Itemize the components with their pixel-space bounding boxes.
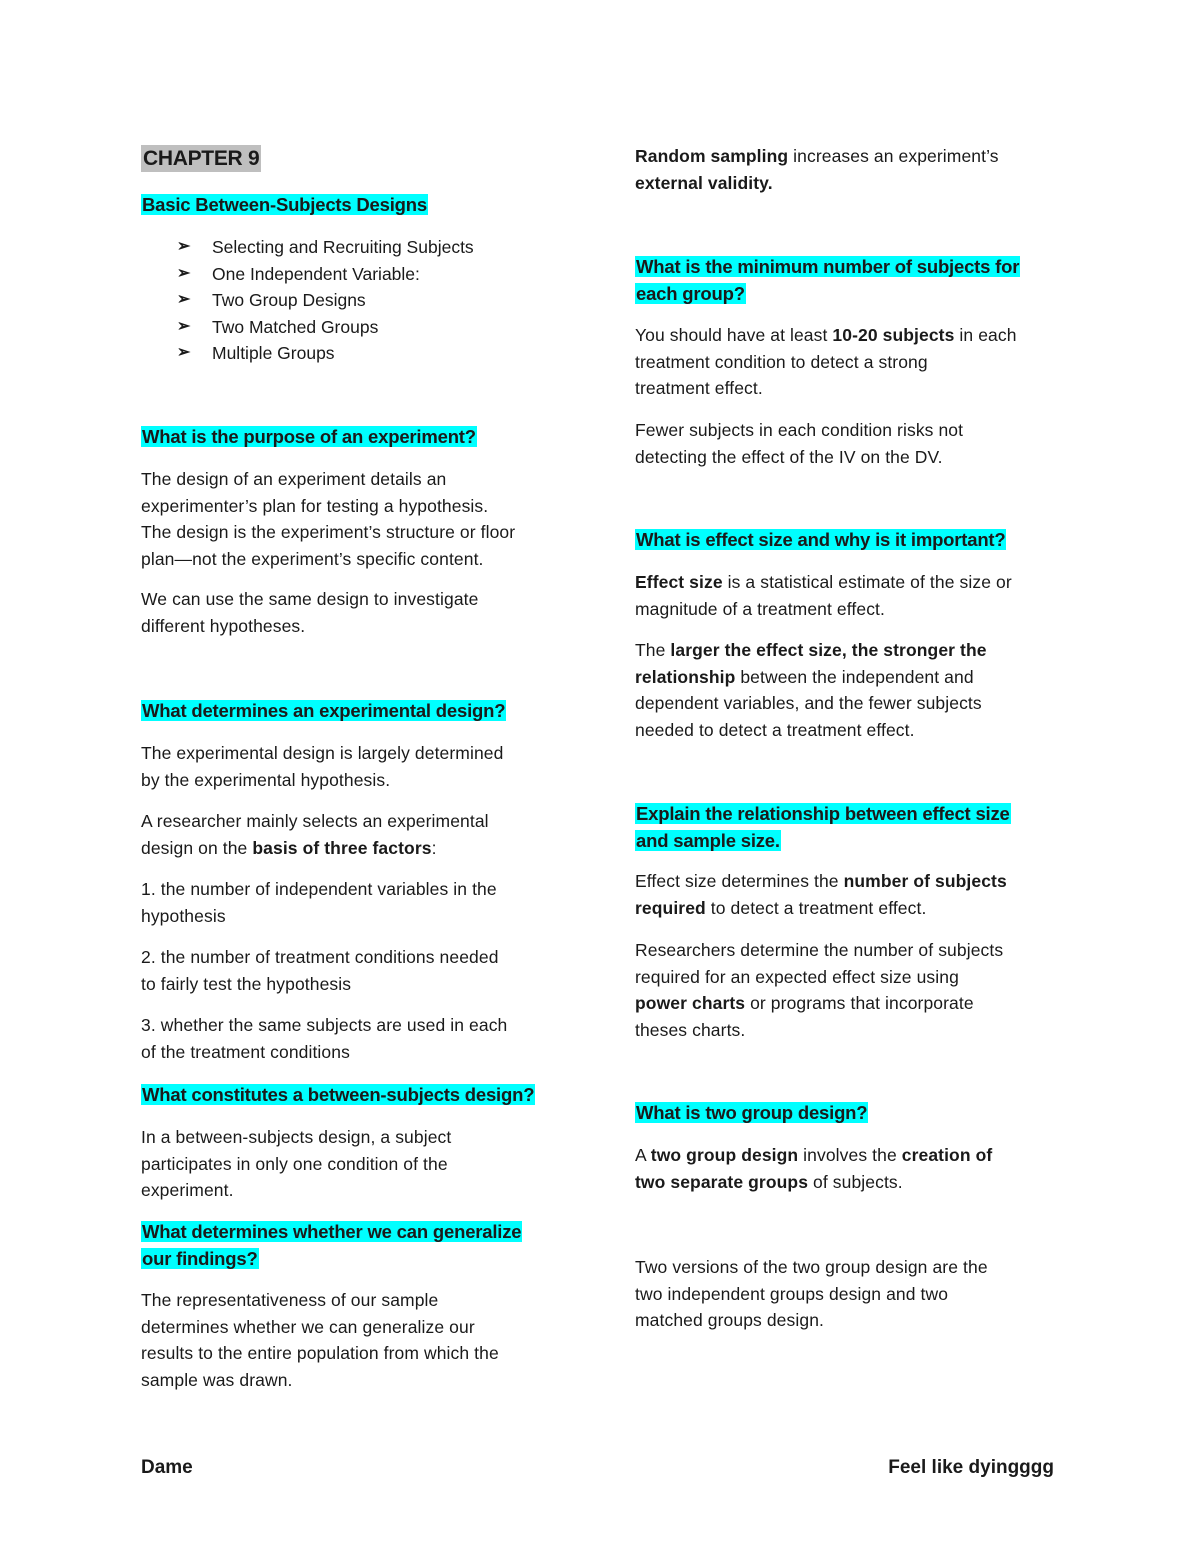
answer-paragraph: The experimental design is largely determined by the experimental hypothesis. bbox=[141, 743, 504, 790]
footer-right: Feel like dyingggg bbox=[888, 1457, 1054, 1478]
topic-bullet-list bbox=[177, 234, 474, 367]
question-heading: What is two group design? bbox=[636, 1102, 868, 1123]
answer-paragraph: Two versions of the two group design are the two independent groups design and two matched groups design. bbox=[635, 1257, 988, 1330]
answer-paragraph: You should have at least 10-20 subjects in each treatment condition to detect a strong treatment effect. bbox=[635, 325, 1017, 398]
subtitle-text: Basic Between-Subjects Designs bbox=[142, 194, 427, 215]
factor-item: 3. whether the same subjects are used in each of the treatment conditions bbox=[141, 1015, 508, 1062]
answer-paragraph: A researcher mainly selects an experimental design on the basis of three factors: bbox=[141, 811, 489, 858]
chapter-label: CHAPTER 9 bbox=[143, 147, 260, 170]
answer-paragraph: Researchers determine the number of subjects required for an expected effect size using power charts or programs that incorporate theses charts. bbox=[635, 940, 1004, 1040]
factor-item: 2. the number of treatment conditions needed to fairly test the hypothesis bbox=[141, 947, 499, 994]
question-heading: What is the minimum number of subjects for each group? bbox=[636, 256, 1020, 304]
arrow-bullet-icon: ➢ bbox=[177, 317, 191, 335]
list-item: ➢ Multiple Groups bbox=[177, 340, 474, 367]
answer-paragraph: Effect size determines the number of subjects required to detect a treatment effect. bbox=[635, 871, 1007, 918]
answer-paragraph: In a between-subjects design, a subject participates in only one condition of the experiment. bbox=[141, 1127, 452, 1200]
factor-item: 1. the number of independent variables in the hypothesis bbox=[141, 879, 497, 926]
question-heading: What determines an experimental design? bbox=[142, 700, 506, 721]
question-heading: What determines whether we can generalize our findings? bbox=[142, 1221, 522, 1269]
list-item: ➢ One Independent Variable: bbox=[177, 261, 474, 288]
answer-paragraph: A two group design involves the creation of two separate groups of subjects. bbox=[635, 1145, 993, 1192]
arrow-bullet-icon: ➢ bbox=[177, 291, 191, 308]
footer-left: Dame bbox=[141, 1457, 193, 1478]
question-heading: What is effect size and why is it important? bbox=[636, 529, 1006, 550]
list-item: ➢ Two Group Designs bbox=[177, 287, 474, 314]
answer-paragraph: Random sampling increases an experiment’s external validity. bbox=[635, 146, 999, 193]
arrow-bullet-icon: ➢ bbox=[177, 238, 191, 255]
section-subtitle bbox=[141, 191, 428, 218]
question-heading: What constitutes a between-subjects design? bbox=[142, 1084, 535, 1105]
answer-paragraph: The representativeness of our sample determines whether we can generalize our results to the entire population from which the sample was drawn. bbox=[141, 1290, 499, 1390]
arrow-bullet-icon: ➢ bbox=[177, 344, 191, 361]
question-heading: Explain the relationship between effect size and sample size. bbox=[636, 803, 1010, 851]
list-item: ➢ Selecting and Recruiting Subjects bbox=[177, 234, 474, 261]
question-heading: What is the purpose of an experiment? bbox=[142, 426, 476, 447]
arrow-bullet-icon: ➢ bbox=[177, 264, 191, 282]
answer-paragraph: The design of an experiment details an experimenter’s plan for testing a hypothesis. The design is the experiment’s structure or floor plan—not the experiment’s specific content. bbox=[141, 469, 516, 569]
chapter-heading bbox=[141, 145, 261, 172]
answer-paragraph: Effect size is a statistical estimate of the size or magnitude of a treatment effect. bbox=[635, 572, 1012, 619]
answer-paragraph: We can use the same design to investigate different hypotheses. bbox=[141, 589, 479, 636]
answer-paragraph: The larger the effect size, the stronger the relationship between the independent and dependent variables, and the fewer subjects needed to detect a treatment effect. bbox=[635, 640, 987, 740]
answer-paragraph: Fewer subjects in each condition risks not detecting the effect of the IV on the DV. bbox=[635, 420, 964, 467]
list-item: ➢ Two Matched Groups bbox=[177, 314, 474, 341]
